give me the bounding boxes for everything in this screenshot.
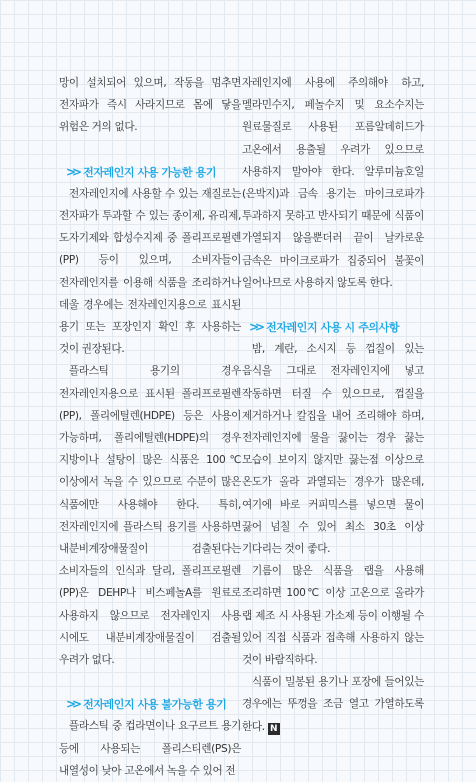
double-chevron-icon: >> (66, 697, 79, 712)
section-heading-text: 전자레인지 사용 불가능한 용기 (83, 698, 227, 712)
continued-paragraph: 자레인지에 사용에 주의해야 하고, 멜라민수지, 페놀수지 및 요소수지는 원료물질로 사용된 포름알데히드가 고온에서 용출될 우려가 있으므로 사용하지 말아야 한다. 알루미늄호일(은박지)과 금속 용기는 마이크로파가 투과하지 못하고 반사되기 때문에 식품이 가열되지 않을뿐더러 끝이 날카로운 금속은 마이크로파가 집중되어 불꽃이 일어나므로 사용하지 않도록 한다. (242, 77, 424, 289)
precautions-paragraph-1: 밤, 계란, 소시지 등 껍질이 있는 음식을 그대로 전자레인지에 넣고 작동하면 터질 수 있으므로, 껍질을 제거하거나 칼집을 내어 조리해야 하며, 전자레인지에 물을 끓이는 경우 끓는 모습이 보이지 않지만 끓는점 이상으로 온도가 올라 과열되는 경우가 많은데, 여기에 바로 커피믹스를 넣으면 물이 끓어 넘칠 수 있어 최소 30초 이상 기다리는 것이 좋다. (242, 343, 424, 556)
double-chevron-icon: >> (66, 164, 79, 179)
usable-containers-paragraph-1: 전자레인지에 사용할 수 있는 재질로는 전자파가 투과할 수 있는 종이제, 유리제, 도자기제와 합성수지제 중 폴리프로필렌(PP) 등이 있으며, 소비자들이 전자레인지를 이용해 식품을 조리하거나 데울 경우에는 전자레인지용으로 표시된 용기 또는 포장인지 확인 후 사용하는 것이 권장된다. (59, 187, 241, 356)
precautions-paragraph-3 (242, 671, 424, 738)
usable-containers-paragraph-2: 플라스틱 용기의 경우 전자레인지용으로 표시된 폴리프로필렌(PP), 폴리에틸렌(HDPE) 등은 사용이 가능하며, 폴리에틸렌(HDPE)의 경우 지방이나 설탕이 많은 식품은 100℃ 이상에서 녹을 수 있으므로 수분이 많은 식품에만 사용해야 한다. 특히, 전자레인지에 플라스틱 용기를 사용하면 내분비계장애물질이 검출된다는 소비자들의 인식과 달리, 폴리프로필렌(PP)은 DEHP나 비스페놀A를 원료로 사용하지 않으므로 전자레인지 사용 시에도 내분비계장애물질이 검출될 우려가 없다. (59, 365, 241, 667)
section-heading-usable-containers (66, 161, 241, 183)
section-heading-text: 전자레인지 사용 시 주의사항 (266, 321, 400, 335)
article-end-mark-icon: N (268, 723, 280, 735)
section-heading-text: 전자레인지 사용 가능한 용기 (83, 165, 217, 179)
right-column (242, 72, 424, 738)
precautions-paragraph-2: 기름이 많은 식품을 랩을 사용해 조리하면 100℃ 이상 고온으로 올라가 랩 제조 시 사용된 가소제 등이 이행될 수 있어 직접 식품과 접촉해 사용하지 않는 것이 바람직하다. (242, 565, 424, 667)
section-heading-precautions (249, 316, 424, 338)
left-column (59, 72, 241, 782)
precautions-paragraph-3-text: 식품이 밀봉된 용기나 포장에 들어있는 경우에는 뚜껑을 조금 열고 가열하도록 한다. (242, 676, 424, 733)
double-chevron-icon: >> (249, 320, 262, 335)
section-heading-unusable-containers (66, 693, 241, 715)
intro-paragraph: 망이 설치되어 있으며, 작동을 멈추면 전자파가 즉시 사라지므로 몸에 닿을 위험은 거의 없다. (59, 77, 241, 134)
unusable-containers-paragraph: 플라스틱 중 컵라면이나 요구르트 용기 등에 사용되는 폴리스티렌(PS)은 내열성이 낮아 고온에서 녹을 수 있어 전 (59, 720, 241, 777)
